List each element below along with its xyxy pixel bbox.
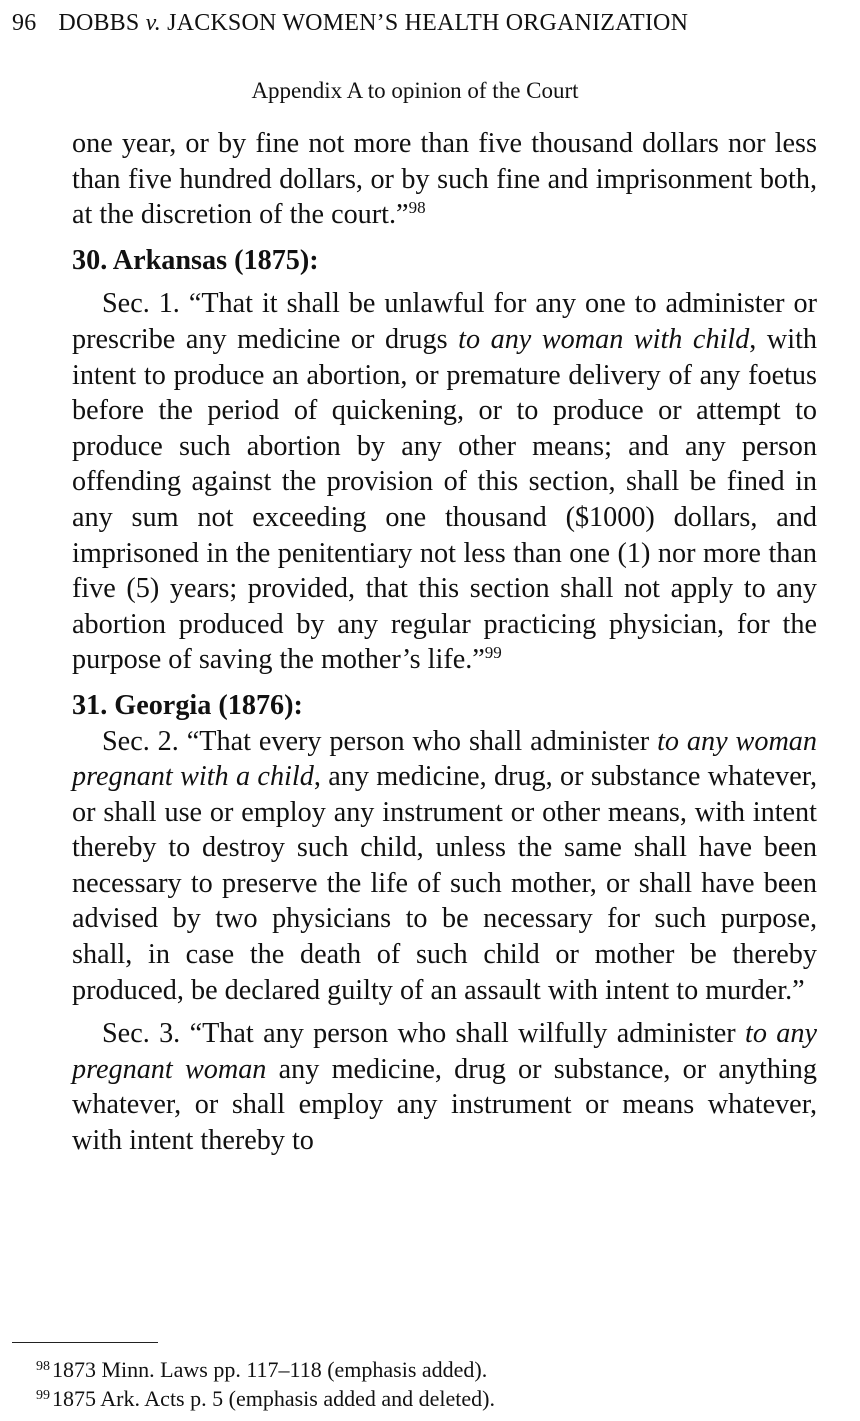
continuation-text: one year, or by fine not more than five thousand dollars nor less than five hundred dollars, or by such fine and imprisonment both, at the discretion of the court.”	[72, 128, 817, 231]
footnote-text: 1873 Minn. Laws pp. 117–118 (emphasis added).	[52, 1357, 488, 1382]
running-header	[12, 10, 688, 37]
case-name-v: v.	[145, 10, 161, 36]
continuation-paragraph	[72, 126, 817, 233]
section-heading-georgia: 31. Georgia (1876):	[72, 689, 303, 721]
footnote-99	[12, 1384, 832, 1413]
georgia-sec2-paragraph	[72, 724, 817, 1009]
footnote-98	[12, 1355, 832, 1384]
georgia-sec3-text-b: any medicine, drug or substance, or anything whatever, or shall employ any instrument or means whatever, with intent thereby to	[72, 1053, 817, 1157]
arkansas-sec1-text-a: Sec. 1. “That it shall be unlawful for any one to administer or prescribe any medicine or drugs	[72, 288, 817, 355]
case-name-part2: JACKSON WOMEN’S HEALTH ORGANIZATION	[167, 10, 689, 36]
georgia-sec3-paragraph	[72, 1016, 817, 1158]
georgia-sec3-text-a: Sec. 3. “That any person who shall wilfully administer	[102, 1018, 746, 1050]
footnote-divider	[12, 1342, 158, 1343]
footnote-text: 1875 Ark. Acts p. 5 (emphasis added and deleted).	[52, 1386, 495, 1411]
footnote-ref-98[interactable]: 98	[408, 198, 426, 218]
footnote-number: 98	[36, 1359, 50, 1374]
footnote-ref-99[interactable]: 99	[484, 643, 502, 663]
appendix-label: Appendix A to opinion of the Court	[251, 78, 579, 103]
georgia-sec2-emphasis: to any woman pregnant with a child	[72, 725, 817, 793]
footnotes-section	[12, 1342, 832, 1413]
section-heading-arkansas: 30. Arkansas (1875):	[72, 244, 319, 276]
document-body	[72, 126, 817, 1159]
georgia-sec2-text-b: , any medicine, drug, or substance whatever, or shall use or employ any instrument or other means, with intent thereby to destroy such child, unless the same shall have been necessary to preserve the life of such mother, or shall have been advised by two physicians to be necessary for such purpose, shall, in case the death of such child or mother be thereby produced, be declared guilty of an assault with intent to murder.”	[72, 761, 818, 1006]
georgia-sec2-text-a: Sec. 2. “That every person who shall administer	[102, 725, 658, 757]
case-name-part1: DOBBS	[58, 10, 140, 36]
arkansas-sec1-paragraph	[72, 286, 817, 678]
georgia-sec3-emphasis: to any pregnant woman	[72, 1018, 818, 1085]
footnote-number: 99	[36, 1388, 50, 1403]
arkansas-sec1-text-b: , with intent to produce an abortion, or premature delivery of any foetus before the period of quickening, or to produce or attempt to produce such abortion by any other means; and any person offending against the provision of this section, shall be fined in any sum not exceeding one thousand ($1000) dollars, and imprisoned in the penitentiary not less than one (1) nor more than five (5) years; provided, that this section shall not apply to any abortion produced by any regular practicing physician, for the purpose of saving the mother’s life.”	[72, 323, 817, 676]
page-number: 96	[12, 10, 37, 36]
arkansas-sec1-emphasis: to any woman with child	[458, 323, 750, 355]
